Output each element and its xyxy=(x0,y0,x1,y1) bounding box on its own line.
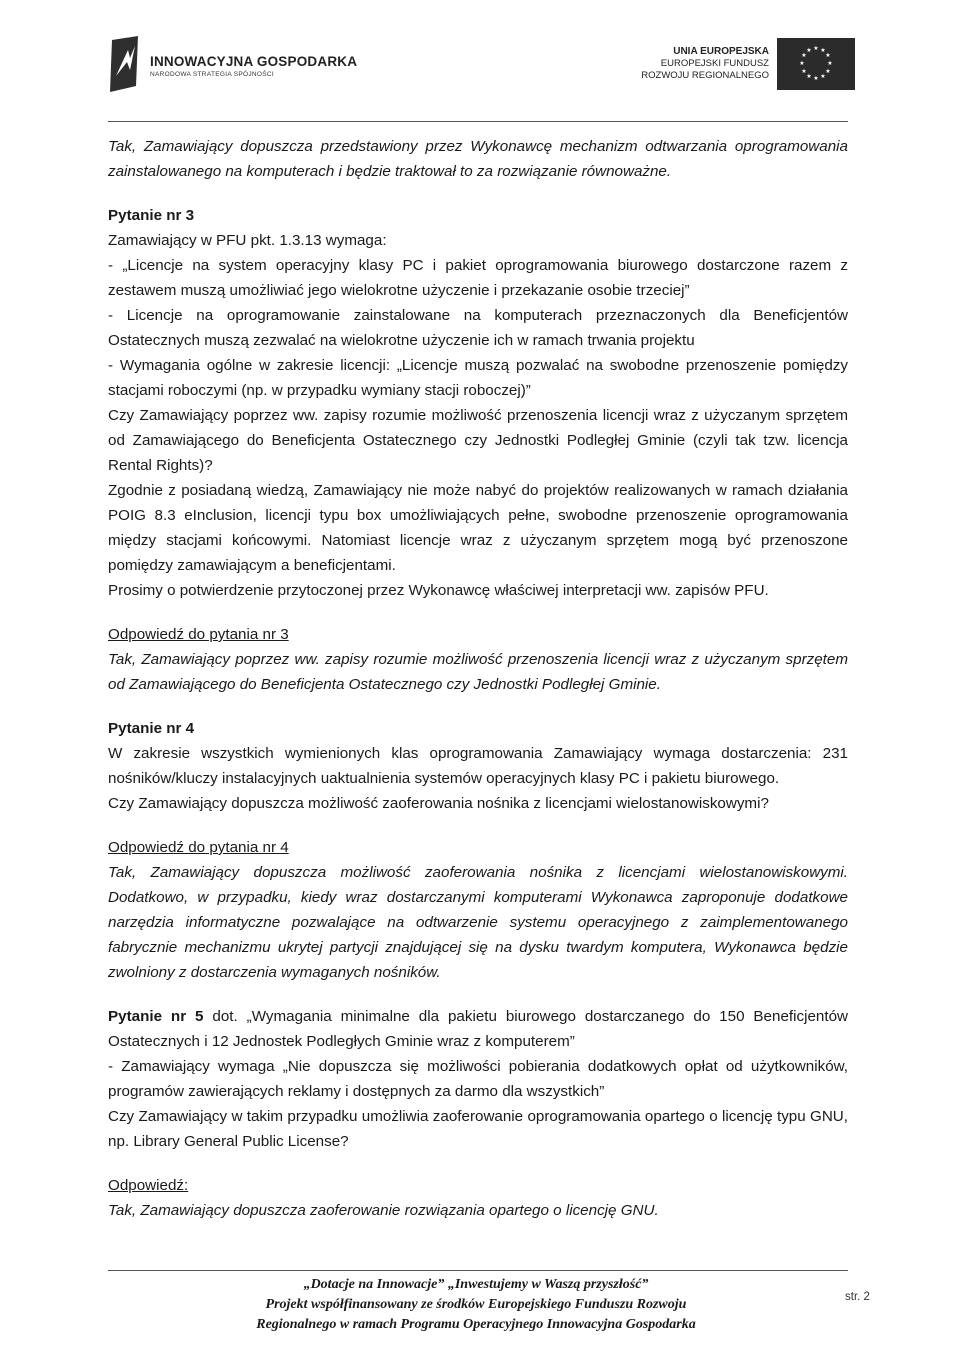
answer-4-text: Tak, Zamawiający dopuszcza możliwość zaoferowania nośnika z licencjami wielostanowiskowymi. Dodatkowo, w przypadku, kiedy wraz dostarczanymi komputerami Wykonawca zaproponuje dodatkowe narzędzia informatyczne pozwalające na odtwarzenie systemu operacyjnego z zaimplementowanego fabrycznie mechanizmu ukrytej partycji znajdującej się na dysku twardym komputera, Wykonawca będzie zwolniony z dostarczenia wymaganych nośników. xyxy=(108,864,848,981)
ig-emblem-icon xyxy=(108,36,142,92)
question-3-line: - „Licencje na system operacyjny klasy PC i pakiet oprogramowania biurowego dostarczone razem z zestawem muszą umożliwiać jego wielokrotne użyczenie i przekazanie osobie trzeciej” xyxy=(108,257,848,299)
page-number: str. 2 xyxy=(845,1291,870,1303)
svg-text:★: ★ xyxy=(806,73,812,80)
question-4-line: Czy Zamawiający dopuszcza możliwość zaoferowania nośnika z licencjami wielostanowiskowymi? xyxy=(108,795,769,812)
document-body xyxy=(108,134,848,1223)
footer-divider xyxy=(108,1270,848,1271)
question-5-line: - Zamawiający wymaga „Nie dopuszcza się możliwości pobierania dodatkowych opłat od użytkowników, programów zawierających reklamy i dostępnych za darmo dla wszystkich” xyxy=(108,1058,848,1100)
footer-line2: Projekt współfinansowany ze środków Europejskiego Funduszu Rozwoju xyxy=(265,1297,687,1312)
ig-logo-subtitle: NARODOWA STRATEGIA SPÓJNOŚCI xyxy=(150,71,274,78)
footer-line3: Regionalnego w ramach Programu Operacyjnego Innowacyjna Gospodarka xyxy=(256,1317,696,1332)
svg-text:★: ★ xyxy=(820,73,826,80)
answer-4-heading: Odpowiedź do pytania nr 4 xyxy=(108,839,289,856)
question-4-heading: Pytanie nr 4 xyxy=(108,720,195,737)
question-3-line: Czy Zamawiający poprzez ww. zapisy rozumie możliwość przenoszenia licencji wraz z użyczanym sprzętem od Zamawiającego do Beneficjenta Ostatecznego czy Jednostki Podległej Gminie (czyli tak tzw. licencja Rental Rights)? xyxy=(108,407,848,474)
question-3-line: - Wymagania ogólne w zakresie licencji: „Licencje muszą pozwalać na swobodne przenoszenie pomiędzy stacjami roboczymi (np. w przypadku wymiany stacji roboczej)” xyxy=(108,357,848,399)
question-3-line: - Licencje na oprogramowanie zainstalowane na komputerach przeznaczonych dla Beneficjentów Ostatecznych muszą zezwalać na wielokrotne użyczenie ich w ramach trwania projektu xyxy=(108,307,848,349)
svg-text:★: ★ xyxy=(806,47,812,54)
page-header xyxy=(0,0,967,125)
eu-flag-icon xyxy=(777,38,855,90)
ig-logo-title: INNOWACYJNA GOSPODARKA xyxy=(150,54,358,69)
svg-text:★: ★ xyxy=(825,52,831,59)
question-5-intro: dot. „Wymagania minimalne dla pakietu biurowego dostarczanego do 150 Beneficjentów Ostatecznych i 12 Jednostek Podległych Gminie wraz z komputerem” xyxy=(108,1008,848,1050)
question-4-line: W zakresie wszystkich wymienionych klas oprogramowania Zamawiający wymaga dostarczenia: 231 nośników/kluczy instalacyjnych uaktualnienia systemów operacyjnych klasy PC i pakietu biurowego. xyxy=(108,745,848,787)
svg-text:★: ★ xyxy=(827,60,833,67)
eu-logo-line2: EUROPEJSKI FUNDUSZ xyxy=(660,58,769,69)
question-3-line: Prosimy o potwierdzenie przytoczonej przez Wykonawcę właściwej interpretacji ww. zapisów PFU. xyxy=(108,582,769,599)
question-3-line: Zgodnie z posiadaną wiedzą, Zamawiający nie może nabyć do projektów realizowanych w ramach działania POIG 8.3 eInclusion, licencji typu box umożliwiających pełne, swobodne przenoszenie oprogramowania między stacjami końcowymi. Natomiast licencje wraz z użyczanym sprzętem mogą być przenoszone pomiędzy zamawiającym a beneficjentami. xyxy=(108,482,848,574)
svg-text:★: ★ xyxy=(801,68,807,75)
answer-3-heading: Odpowiedź do pytania nr 3 xyxy=(108,626,289,643)
svg-text:★: ★ xyxy=(799,60,805,67)
footer-line1: „Dotacje na Innowacje” „Inwestujemy w Waszą przyszłość” xyxy=(303,1277,649,1292)
question-3-heading: Pytanie nr 3 xyxy=(108,207,195,224)
svg-text:★: ★ xyxy=(820,47,826,54)
question-5-line: Czy Zamawiający w takim przypadku umożliwia zaoferowanie oprogramowania opartego o licencję typu GNU, np. Library General Public License? xyxy=(108,1108,848,1150)
innowacyjna-gospodarka-logo xyxy=(108,36,357,92)
page-footer xyxy=(160,1275,792,1335)
question-5-first-line xyxy=(108,1004,848,1054)
answer-3-text: Tak, Zamawiający poprzez ww. zapisy rozumie możliwość przenoszenia licencji wraz z użyczanym sprzętem od Zamawiającego do Beneficjenta Ostatecznego czy Jednostki Podległej Gminie. xyxy=(108,651,848,693)
header-divider xyxy=(108,121,848,122)
eu-logo-line1: UNIA EUROPEJSKA xyxy=(673,46,769,57)
intro-answer: Tak, Zamawiający dopuszcza przedstawiony przez Wykonawcę mechanizm odtwarzania oprogramowania zainstalowanego na komputerach i będzie traktował to za rozwiązanie równoważne. xyxy=(108,138,848,180)
answer-5-heading: Odpowiedź: xyxy=(108,1177,189,1194)
answer-5-text: Tak, Zamawiający dopuszcza zaoferowanie rozwiązania opartego o licencję GNU. xyxy=(108,1202,659,1219)
svg-text:★: ★ xyxy=(825,68,831,75)
svg-text:★: ★ xyxy=(801,52,807,59)
svg-text:★: ★ xyxy=(813,75,819,82)
svg-text:★: ★ xyxy=(813,45,819,52)
eu-logo xyxy=(641,38,855,90)
question-3-line: Zamawiający w PFU pkt. 1.3.13 wymaga: xyxy=(108,232,387,249)
question-5-heading: Pytanie nr 5 xyxy=(108,1008,204,1025)
eu-logo-line3: ROZWOJU REGIONALNEGO xyxy=(641,70,769,81)
